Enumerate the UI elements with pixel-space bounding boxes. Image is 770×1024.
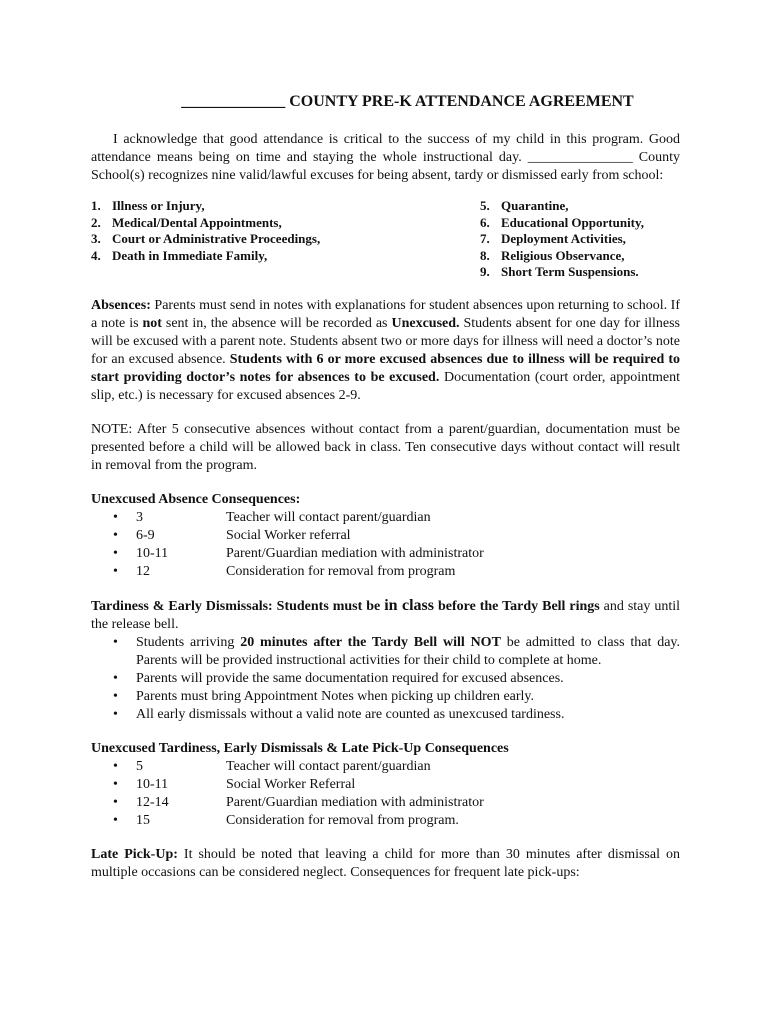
bullet-bold: 20 minutes after the Tardy Bell will NOT — [240, 634, 501, 650]
list-item — [91, 509, 680, 527]
bullet-text: Parents must bring Appointment Notes when picking up children early. — [136, 688, 535, 704]
count: • 5 — [136, 758, 143, 774]
consequence: Consideration for removal from program — [226, 563, 456, 579]
count: • 3 — [136, 509, 143, 525]
excuse-text: Death in Immediate Family, — [112, 247, 268, 263]
excuses-list — [91, 198, 680, 281]
list-item — [91, 706, 680, 724]
list-item — [91, 812, 680, 830]
list-item — [91, 688, 680, 706]
excuse-number: 3. — [91, 231, 101, 246]
excuse-text: Educational Opportunity, — [501, 214, 645, 230]
excuse-text: Deployment Activities, — [501, 231, 626, 246]
bullet-text: be admitted to class that day. Parents will be provided instructional activities for their child to complete at home. — [136, 634, 681, 668]
excuse-text: Quarantine, — [501, 198, 569, 213]
excuse-item — [480, 231, 670, 248]
unexcused-absence-heading: Unexcused Absence Consequences: — [91, 491, 301, 507]
excuse-text: Religious Observance, — [501, 247, 625, 263]
excuse-text: Short Term Suspensions. — [501, 264, 639, 279]
consequence: Teacher will contact parent/guardian — [226, 758, 431, 774]
list-item — [91, 545, 680, 563]
tardiness-label: Tardiness & Early Dismissals: — [91, 598, 273, 614]
excuse-item — [480, 264, 670, 281]
excuse-item — [91, 248, 421, 265]
bullet-text: Students arriving — [136, 634, 241, 650]
absences-text: Parents must send in notes with explanations for student absences upon returning to school. If a note is — [91, 297, 680, 331]
excuse-item — [91, 215, 421, 232]
excuse-item — [480, 248, 670, 265]
tardiness-list — [91, 634, 680, 724]
absences-paragraph — [91, 297, 680, 405]
count: • 12-14 — [136, 794, 169, 810]
list-item — [91, 776, 680, 794]
consequence: Social Worker referral — [226, 527, 351, 543]
document-body — [91, 92, 680, 882]
excuse-text: Illness or Injury, — [112, 198, 205, 213]
excuse-number: 5. — [480, 198, 490, 213]
tardiness-rule: before the Tardy Bell rings — [434, 598, 600, 614]
absences-not: not — [142, 315, 162, 331]
note-paragraph: NOTE: After 5 consecutive absences without contact from a parent/guardian, documentation must be presented before a child will be allowed back in class. Ten consecutive days without contact will result in removal from the program. — [91, 421, 680, 473]
late-pickup-paragraph — [91, 846, 680, 882]
absences-label: Absences: — [91, 297, 151, 313]
absences-unexcused: Unexcused. — [391, 315, 460, 331]
tardy-consequences-list — [91, 758, 680, 830]
consequence: Parent/Guardian mediation with administrator — [226, 794, 484, 810]
excuses-right-column — [480, 198, 670, 281]
late-pickup-label: Late Pick-Up: — [91, 846, 178, 862]
count: • 12 — [136, 563, 150, 579]
absences-text: Students absent for one day for illness will be excused with a parent note. Students absent two or more days for illness will need a doctor’s note for an excused absence. — [91, 315, 680, 367]
document-title: _____________ COUNTY PRE-K ATTENDANCE AGREEMENT — [181, 93, 634, 110]
list-item — [91, 527, 680, 545]
excuse-number: 9. — [480, 264, 490, 279]
late-pickup-text: It should be noted that leaving a child for more than 30 minutes after dismissal on multiple occasions can be considered neglect. Consequences for frequent late pick-ups: — [91, 846, 680, 880]
consequence: Parent/Guardian mediation with administrator — [226, 545, 484, 561]
excuse-item — [480, 215, 670, 232]
excuse-number: 4. — [91, 247, 101, 263]
list-item — [91, 794, 680, 812]
count: • 10-11 — [136, 776, 169, 792]
tardy-consequences-heading: Unexcused Tardiness, Early Dismissals & Late Pick-Up Consequences — [91, 740, 509, 756]
unexcused-absence-list — [91, 509, 680, 581]
absences-text: sent in, the absence will be recorded as — [161, 315, 392, 331]
bullet-text: Parents will provide the same documentation required for excused absences. — [136, 670, 564, 686]
consequence: Social Worker Referral — [226, 776, 356, 792]
excuse-text: Court or Administrative Proceedings, — [112, 231, 321, 246]
excuse-number: 8. — [480, 247, 490, 263]
count: • 10-11 — [136, 545, 169, 561]
tardiness-rule: in class — [384, 596, 434, 614]
excuses-left-column — [91, 198, 421, 281]
tardiness-paragraph — [91, 597, 680, 634]
count: • 6-9 — [136, 527, 155, 543]
tardiness-rule: Students must be — [276, 598, 385, 614]
list-item — [91, 563, 680, 581]
excuse-text: Medical/Dental Appointments, — [112, 214, 282, 230]
consequence: Teacher will contact parent/guardian — [226, 509, 431, 525]
consequence: Consideration for removal from program. — [226, 812, 459, 828]
excuse-item — [91, 231, 421, 248]
excuse-item — [91, 198, 421, 215]
intro-paragraph: I acknowledge that good attendance is critical to the success of my child in this program. Good attendance means being on time and staying the whole instructional day. _______________ County School(s) recognizes nine valid/lawful excuses for being absent, tardy or dismissed early from school: — [91, 132, 680, 183]
tardiness-text: and stay until the release bell. — [91, 598, 681, 632]
excuse-number: 6. — [480, 214, 490, 230]
absences-text: Documentation (court order, appointment slip, etc.) is necessary for excused absences 2-9. — [91, 369, 680, 403]
count: • 15 — [136, 812, 150, 828]
excuse-number: 2. — [91, 214, 101, 230]
list-item — [91, 758, 680, 776]
excuse-number: 1. — [91, 198, 101, 213]
list-item — [91, 670, 680, 688]
excuse-item — [480, 198, 670, 215]
bullet-text: All early dismissals without a valid note are counted as unexcused tardiness. — [136, 706, 565, 722]
list-item — [91, 634, 680, 670]
excuse-number: 7. — [480, 231, 490, 246]
absences-doctor-note-rule: Students with 6 or more excused absences due to illness will be required to start providing doctor’s notes for absences to be excused. — [91, 351, 681, 385]
